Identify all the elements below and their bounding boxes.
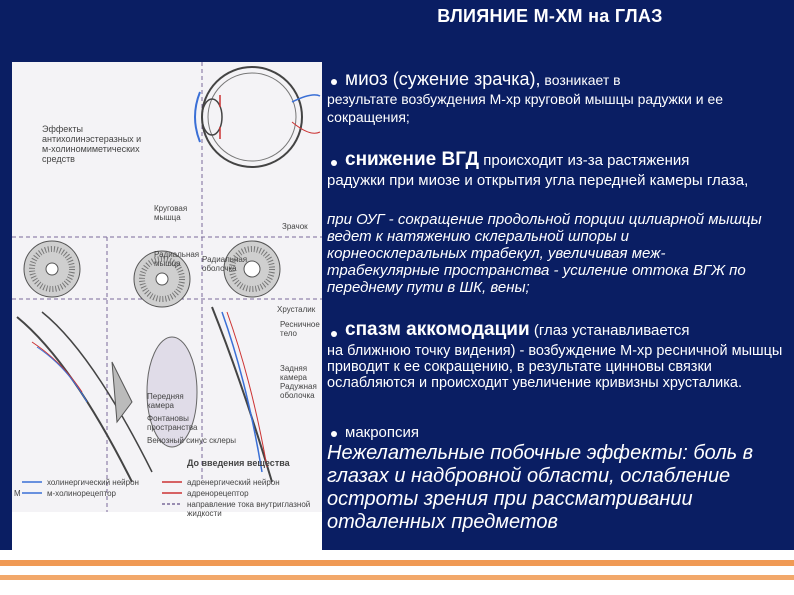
label-radialnaya: Радиальная мышца [154,250,200,268]
item-4-head: макропсия [345,424,420,441]
label-krugovaya: Круговая мышца [154,204,188,222]
item-4-italic: Нежелательные побочные эффекты: боль в глазах и надбровной области, ослабление остроты зрения при рассматривании отдаленных предметов [327,442,754,533]
item-2-italic: при ОУГ - сокращение продольной порции цилиарной мышцы ведет к натяжению склеральной шпоры и корнеосклеральных трабекул, увеличивая меж-трабекулярные пространства - усиление оттока ВГЖ по переднему пути в ШК, вены; [327,211,762,296]
figure-caption: Эффекты антихолинэстеразных и м-холиномиметических средств [42,124,142,164]
item-1-rest2: возникает в [540,72,621,88]
bullet-1 [331,79,337,85]
bottom-stripe-area [0,550,794,595]
legend-adren-rec: адренорецептор [187,489,249,498]
label-radialnaya-obolochka: Радиальная оболочка [202,255,248,273]
anterior-chamber-detail [17,307,272,482]
label-krustalik: Хрусталик [277,305,316,314]
bullet-4 [331,431,337,437]
bullet-2 [331,160,337,166]
bullet-3 [331,331,337,337]
legend-m: М [14,489,21,498]
slide-title: ВЛИЯНИЕ М-ХМ на ГЛАЗ [437,6,663,26]
item-1-heading [345,70,785,90]
item-2-head: снижение ВГД [345,149,480,170]
label-raduzhnaya: Радужная оболочка [280,382,317,400]
item-1-body: результате возбуждения М-хр круговой мышцы радужки и ее сокращения; [327,91,724,125]
item-3-body: на ближнюю точку видения) - возбуждение М-хр ресничной мышцы приводит к ее сокращению, в результате цинновы связки ослабляются и происходит увеличение кривизны хрусталика. [327,343,783,391]
legend-holin: холинергический нейрон [47,478,139,487]
legend-napravlenie: направление тока внутриглазной жидкости [187,500,311,518]
legend-m-receptor: м-холинорецептор [47,489,116,498]
label-zrachok: Зрачок [282,222,308,231]
label-resnichnoe: Ресничное тело [280,320,320,338]
item-3-heading [345,321,785,340]
orange-stripe-1 [0,560,794,566]
item-1-rest: (сужение зрачка), [387,69,541,89]
label-fontana: Фонтановы пространства [147,414,198,432]
eyeball-crosssection [195,67,320,167]
orange-stripe-2 [0,575,794,580]
legend-adren: адренергический нейрон [187,478,280,487]
label-venoznyi: Венозный синус склеры [147,436,237,445]
iris-constricted [24,241,80,297]
label-pered: Передняя камера [147,392,184,410]
label-zadnyaya: Задняя камера [280,364,308,382]
item-2-body: радужки при миозе и открытия угла передней камеры глаза, [327,172,749,189]
item-3-rest: (глаз устанавливается [529,322,690,339]
label-do-vvedenia: До введения вещества [187,458,290,468]
item-3-head: спазм аккомодации [345,319,530,340]
item-2-rest: происходит из-за растяжения [479,152,690,169]
item-2-heading [345,151,785,170]
eye-anatomy-figure [12,62,322,518]
item-1-head: миоз [345,69,388,90]
left-accent-bar [0,0,12,560]
